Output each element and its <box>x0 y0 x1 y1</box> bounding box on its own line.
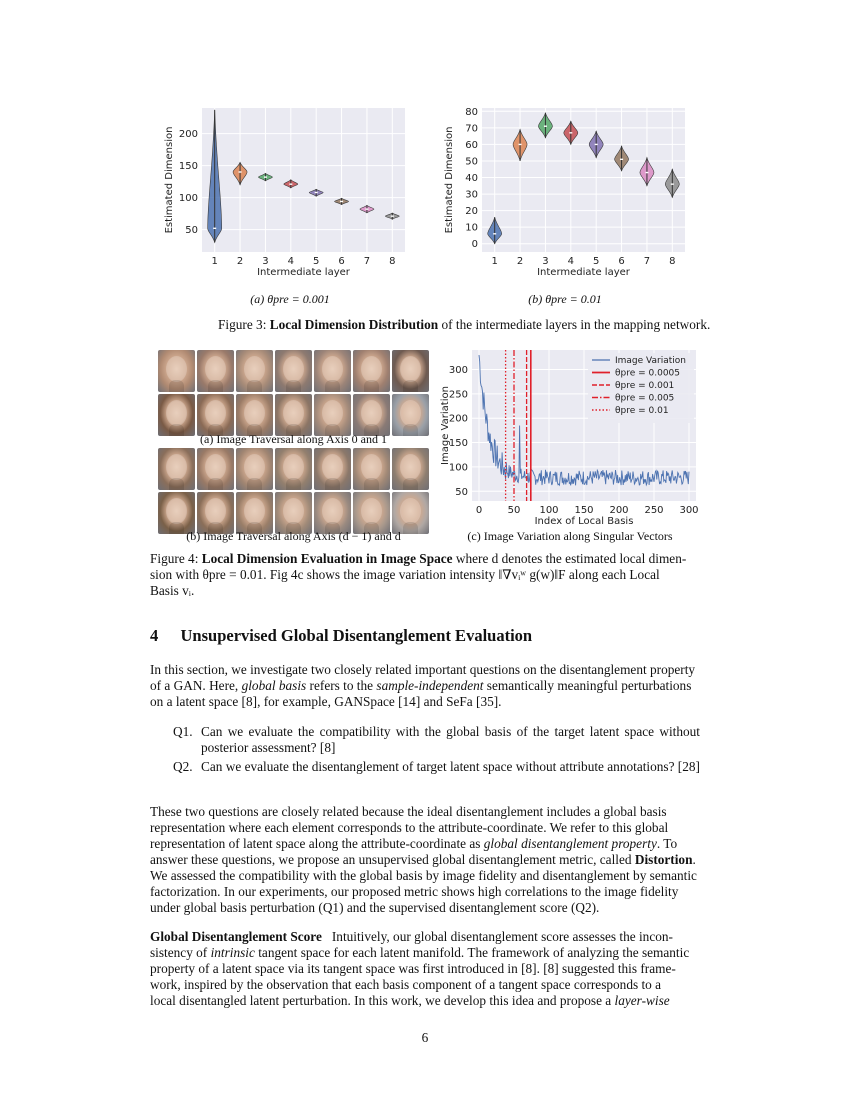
x-tick-label: 4 <box>287 256 294 267</box>
legend-label: θpre = 0.001 <box>615 381 675 391</box>
legend-label: θpre = 0.0005 <box>615 368 681 379</box>
y-tick-label: 100 <box>178 193 198 205</box>
x-tick-label: 2 <box>236 256 244 267</box>
x-tick-label: 1 <box>491 256 498 267</box>
y-tick-label: 50 <box>185 225 198 237</box>
section-title: Unsupervised Global Disentanglement Evaluation <box>180 626 533 645</box>
y-tick-label: 150 <box>178 161 198 173</box>
x-tick-label: 5 <box>593 256 600 267</box>
face-image <box>236 350 273 392</box>
face-image <box>197 394 234 436</box>
x-axis-label: Intermediate layer <box>257 267 350 278</box>
x-tick-label: 5 <box>313 256 320 267</box>
y-tick-label: 70 <box>465 123 478 135</box>
chart-legend <box>588 353 694 423</box>
x-tick-label: 6 <box>338 256 345 267</box>
y-tick-label: 250 <box>448 389 468 401</box>
fig3a-subcaption: (a) θpre = 0.001 <box>250 292 330 306</box>
y-tick-label: 40 <box>465 173 478 185</box>
y-tick-label: 60 <box>465 139 478 151</box>
face-image <box>236 448 273 490</box>
face-image <box>275 492 312 534</box>
y-axis-label: Image Variation <box>440 386 451 465</box>
face-image <box>158 492 195 534</box>
face-image <box>353 492 390 534</box>
y-tick-label: 300 <box>448 364 468 376</box>
paragraph-2: These two questions are closely related because the ideal disentanglement includes a global basis representation where each element corresponds to the attribute-coordinate. We refer to this global representation of latent space along the attribute-coordinate as global disentanglement property. To answer these questions, we propose an unsupervised global disentanglement metric, called Distortion. We assessed the compatibility with the global basis by image fidelity and disentanglement by semantic factorization. In our experiments, our proposed metric shows high correlations to the image fidelity under global basis perturbation (Q1) and the supervised disentanglement score (Q2). <box>150 804 697 915</box>
x-tick-label: 7 <box>643 256 651 267</box>
face-traversal-grid-b <box>158 448 429 534</box>
x-tick-label: 0 <box>475 505 483 516</box>
x-tick-label: 100 <box>539 505 559 516</box>
y-tick-label: 100 <box>448 462 468 474</box>
figure3-caption: Figure 3: Local Dimension Distribution of the intermediate layers in the mapping network. <box>218 317 711 332</box>
figure4-caption: Figure 4: Local Dimension Evaluation in Image Space where d denotes the estimated local dimen- sion with θpre = 0.01. Fig 4c shows the image variation intensity ‖∇vᵢʷ g(w)‖F along each Local Basis vᵢ. <box>150 551 687 598</box>
image-variation-chart <box>438 346 700 526</box>
y-tick-label: 80 <box>465 106 478 118</box>
x-tick-label: 8 <box>669 256 676 267</box>
x-axis-label: Index of Local Basis <box>534 516 634 526</box>
face-image <box>314 394 351 436</box>
y-tick-label: 10 <box>465 222 478 234</box>
x-tick-label: 50 <box>507 505 521 516</box>
y-tick-label: 200 <box>178 129 198 141</box>
legend-label: Image Variation <box>615 356 686 366</box>
x-tick-label: 6 <box>618 256 625 267</box>
paragraph-3: Global Disentanglement Score Intuitively, our global disentanglement score assesses the incon- sistency of intrinsic tangent space for each latent manifold. The framework of analyzing the semantic property of a latent space via its tangent space was first introduced in [8]. [8] suggested this frame- work, inspired by the observation that each basis component of a tangent space corresponds to a local disentangled latent perturbation. In this work, we develop this idea and propose a layer-wise <box>150 929 690 1008</box>
section-heading <box>150 626 532 646</box>
x-tick-label: 250 <box>644 505 664 516</box>
x-tick-label: 4 <box>567 256 574 267</box>
face-image <box>392 492 429 534</box>
legend-label: θpre = 0.01 <box>615 406 669 416</box>
legend-label: θpre = 0.005 <box>615 393 675 404</box>
y-axis-label: Estimated Dimension <box>164 126 175 234</box>
y-tick-label: 30 <box>465 189 478 201</box>
x-tick-label: 8 <box>389 256 396 267</box>
face-image <box>158 448 195 490</box>
plot-area <box>202 108 405 252</box>
x-tick-label: 2 <box>516 256 524 267</box>
page-number: 6 <box>421 1030 429 1045</box>
paragraph-heading: Global Disentanglement Score <box>150 929 322 944</box>
x-tick-label: 150 <box>574 505 594 516</box>
face-image <box>197 492 234 534</box>
y-tick-label: 0 <box>471 239 478 251</box>
x-tick-label: 300 <box>679 505 699 516</box>
y-tick-label: 150 <box>448 438 468 450</box>
fig4c-subcaption: (c) Image Variation along Singular Vectors <box>467 529 673 543</box>
intro-paragraph: In this section, we investigate two closely related important questions on the disentanglement property of a GAN. Here, global basis refers to the sample-independent semantically meaningful perturbations on a latent space [8], for example, GANSpace [14] and SeFa [35]. <box>150 662 696 709</box>
face-image <box>158 394 195 436</box>
face-image <box>314 448 351 490</box>
y-tick-label: 200 <box>448 413 468 425</box>
face-traversal-grid-a <box>158 350 429 436</box>
face-image <box>392 394 429 436</box>
section-number: 4 <box>150 626 159 645</box>
plot-area <box>482 108 685 252</box>
x-tick-label: 7 <box>363 256 371 267</box>
face-image <box>197 448 234 490</box>
face-image <box>275 448 312 490</box>
face-image <box>353 394 390 436</box>
face-image <box>236 492 273 534</box>
violin-chart-b <box>440 100 700 285</box>
question-q1: Q1. Can we evaluate the compatibility with the global basis of the target latent space without posterior assessment? [8] <box>173 724 700 755</box>
x-tick-label: 1 <box>211 256 218 267</box>
fig3b-subcaption: (b) θpre = 0.01 <box>528 292 602 306</box>
x-tick-label: 200 <box>609 505 629 516</box>
violin-chart-a <box>160 100 420 285</box>
y-axis-label: Estimated Dimension <box>444 126 455 234</box>
face-image <box>392 448 429 490</box>
face-image <box>353 448 390 490</box>
fig4a-subcaption: (a) Image Traversal along Axis 0 and 1 <box>200 432 387 446</box>
face-image <box>353 350 390 392</box>
x-tick-label: 3 <box>542 256 549 267</box>
y-tick-label: 50 <box>465 156 478 168</box>
face-image <box>158 350 195 392</box>
face-image <box>236 394 273 436</box>
face-image <box>392 350 429 392</box>
y-tick-label: 50 <box>455 486 468 498</box>
question-q2: Q2. Can we evaluate the disentanglement of target latent space without attribute annotations? [28] <box>173 759 700 774</box>
y-tick-label: 20 <box>465 206 478 218</box>
face-image <box>275 394 312 436</box>
x-axis-label: Intermediate layer <box>537 267 630 278</box>
face-image <box>197 350 234 392</box>
x-tick-label: 3 <box>262 256 269 267</box>
fig4b-subcaption: (b) Image Traversal along Axis (d − 1) and d <box>186 529 401 543</box>
face-image <box>314 492 351 534</box>
face-image <box>314 350 351 392</box>
face-image <box>275 350 312 392</box>
